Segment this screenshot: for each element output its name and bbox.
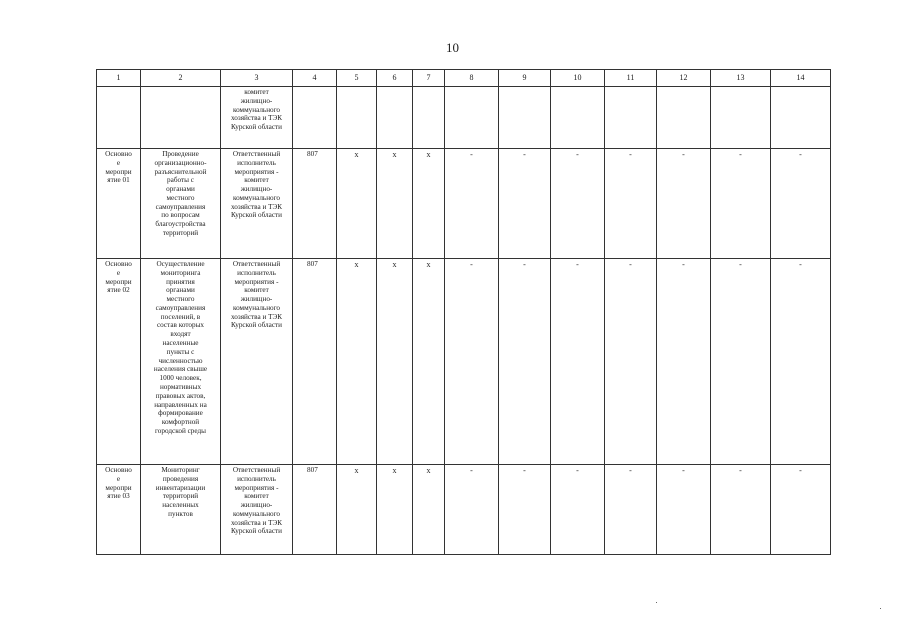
table-cell: х	[337, 465, 377, 555]
scan-speck	[880, 608, 881, 609]
table-cell: -	[499, 149, 551, 259]
table-cell: -	[551, 149, 605, 259]
column-header: 8	[445, 70, 499, 87]
header-row	[97, 70, 831, 87]
code-cell: 807	[293, 149, 337, 259]
table-cell: -	[445, 259, 499, 465]
responsible-executor-cell: Ответственный исполнитель мероприятия - комитет жилищно- коммунального хозяйства и ТЭК Курской области	[221, 259, 293, 465]
table-cell: -	[657, 149, 711, 259]
table-cell	[551, 87, 605, 149]
table-cell	[377, 87, 413, 149]
table-cell: -	[711, 259, 771, 465]
column-header: 12	[657, 70, 711, 87]
table-cell: -	[499, 465, 551, 555]
table-cell	[657, 87, 711, 149]
code-cell: 807	[293, 259, 337, 465]
table-row	[97, 149, 831, 259]
table-row	[97, 87, 831, 149]
table-cell	[605, 87, 657, 149]
activity-name-cell: Основно е меропри ятие 01	[97, 149, 141, 259]
table-cell: -	[711, 465, 771, 555]
column-header: 9	[499, 70, 551, 87]
activity-name-cell	[97, 87, 141, 149]
table-cell: х	[337, 259, 377, 465]
table-cell: -	[499, 259, 551, 465]
table-cell: -	[771, 465, 831, 555]
code-cell	[293, 87, 337, 149]
column-header: 7	[413, 70, 445, 87]
table-cell	[499, 87, 551, 149]
table-cell: -	[771, 149, 831, 259]
column-header: 11	[605, 70, 657, 87]
column-header: 13	[711, 70, 771, 87]
column-header: 10	[551, 70, 605, 87]
column-header: 2	[141, 70, 221, 87]
activity-description-cell: Мониторинг проведения инвентаризации территорий населенных пунктов	[141, 465, 221, 555]
table-cell: х	[377, 259, 413, 465]
responsible-executor-cell: Ответственный исполнитель мероприятия - комитет жилищно- коммунального хозяйства и ТЭК Курской области	[221, 149, 293, 259]
column-header: 1	[97, 70, 141, 87]
table-cell: -	[445, 465, 499, 555]
column-header: 3	[221, 70, 293, 87]
table-cell	[337, 87, 377, 149]
table-cell	[711, 87, 771, 149]
table-cell: х	[413, 259, 445, 465]
table-cell: -	[771, 259, 831, 465]
table-cell: х	[377, 465, 413, 555]
table-cell: х	[337, 149, 377, 259]
table-cell: -	[551, 465, 605, 555]
column-header: 6	[377, 70, 413, 87]
table-cell: -	[657, 465, 711, 555]
table-cell: х	[413, 149, 445, 259]
responsible-executor-cell: Ответственный исполнитель мероприятия - комитет жилищно- коммунального хозяйства и ТЭК Курской области	[221, 465, 293, 555]
table-cell: х	[377, 149, 413, 259]
column-header: 14	[771, 70, 831, 87]
column-header: 4	[293, 70, 337, 87]
activity-description-cell	[141, 87, 221, 149]
table-cell: -	[605, 149, 657, 259]
table-cell: -	[605, 259, 657, 465]
program-activities-table	[96, 69, 831, 555]
activity-name-cell: Основно е меропри ятие 03	[97, 465, 141, 555]
responsible-executor-cell: комитет жилищно- коммунального хозяйства и ТЭК Курской области	[221, 87, 293, 149]
table-cell: -	[551, 259, 605, 465]
table-cell: х	[413, 465, 445, 555]
table-cell: -	[605, 465, 657, 555]
scan-speck	[656, 602, 657, 603]
activity-name-cell: Основно е меропри ятие 02	[97, 259, 141, 465]
page-number: 10	[446, 40, 459, 55]
table-cell: -	[711, 149, 771, 259]
column-header: 5	[337, 70, 377, 87]
table-cell	[771, 87, 831, 149]
table-cell	[413, 87, 445, 149]
table-cell: -	[445, 149, 499, 259]
activity-description-cell: Осуществление мониторинга принятия органами местного самоуправления поселений, в состав которых входят населенные пункты с численностью населения свыше 1000 человек, нормативных правовых актов, направленных на формирование комфортной городской среды	[141, 259, 221, 465]
code-cell: 807	[293, 465, 337, 555]
table-row	[97, 259, 831, 465]
table-cell	[445, 87, 499, 149]
table-cell: -	[657, 259, 711, 465]
activity-description-cell: Проведение организационно- разъяснительной работы с органами местного самоуправления по вопросам благоустройства территорий	[141, 149, 221, 259]
table-row	[97, 465, 831, 555]
